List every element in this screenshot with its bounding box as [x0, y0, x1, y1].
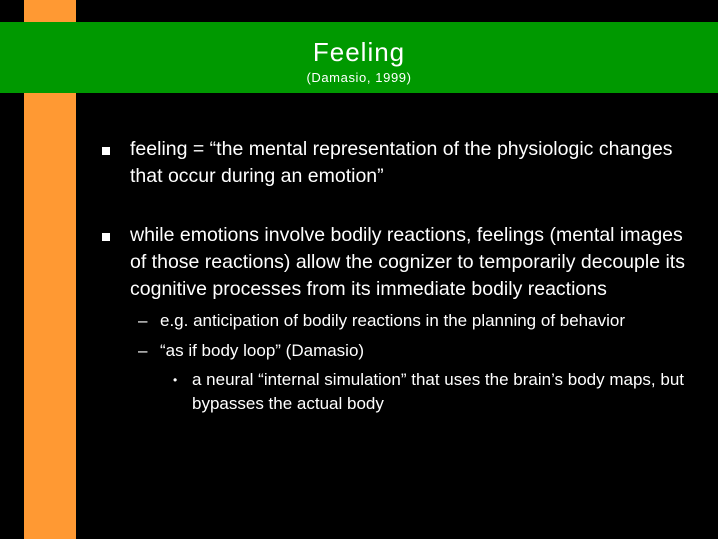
- sub-sub-bullet-item: [100, 368, 700, 416]
- title-band: [0, 22, 718, 93]
- bullet-item: [100, 222, 700, 303]
- square-bullet-icon: [102, 233, 110, 241]
- slide-subtitle: (Damasio, 1999): [306, 70, 412, 85]
- dash-bullet-icon: –: [138, 311, 148, 330]
- sub-bullet-text: “as if body loop” (Damasio): [160, 341, 365, 360]
- slide-title: Feeling: [312, 37, 406, 67]
- bullet-text: while emotions involve bodily reactions, feelings (mental images of those reactions) allow the cognizer to temporarily decouple its cognitive processes from its immediate bodily reactions: [130, 224, 685, 300]
- dot-bullet-icon: •: [173, 373, 178, 387]
- dash-bullet-icon: –: [138, 341, 148, 360]
- square-bullet-icon: [102, 147, 110, 155]
- sub-bullet-text: e.g. anticipation of bodily reactions in the planning of behavior: [160, 311, 625, 330]
- bullet-item: [100, 136, 700, 190]
- bullet-text: feeling = “the mental representation of the physiologic changes that occur during an emotion”: [130, 138, 673, 187]
- sub-bullet-item: [100, 309, 700, 333]
- slide-content: [100, 136, 700, 416]
- sub-bullet-item: [100, 339, 700, 363]
- sub-sub-bullet-text: a neural “internal simulation” that uses the brain’s body maps, but bypasses the actual body: [192, 370, 685, 413]
